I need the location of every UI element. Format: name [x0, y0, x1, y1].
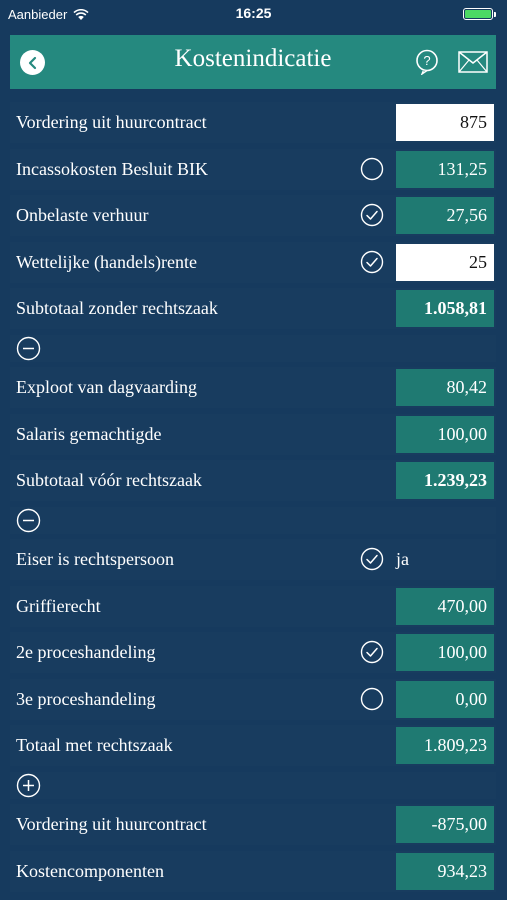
collapse-row — [10, 335, 496, 362]
row-incassokosten — [10, 149, 496, 190]
page-title: Kostenindicatie — [174, 45, 332, 72]
incassokosten-value: 131,25 — [396, 151, 494, 188]
row-griffierecht — [10, 586, 496, 627]
battery-icon — [463, 8, 493, 20]
row-label: Vordering uit huurcontract — [16, 112, 207, 132]
vordering-input[interactable]: 875 — [396, 104, 494, 141]
plus-circle-icon[interactable] — [16, 773, 41, 798]
subtotaal-voor-value: 1.239,23 — [396, 462, 494, 499]
row-vordering-huurcontract — [10, 102, 496, 143]
minus-circle-icon[interactable] — [16, 508, 41, 533]
row-label: Kostencomponenten — [16, 860, 164, 881]
vordering-neg-value: -875,00 — [396, 806, 494, 843]
row-wettelijke-rente — [10, 242, 496, 283]
proceshandeling-2-value: 100,00 — [396, 634, 494, 671]
radio-unchecked-icon[interactable] — [360, 157, 384, 181]
check-circle-icon[interactable] — [360, 547, 384, 571]
minus-circle-icon[interactable] — [16, 336, 41, 361]
help-icon[interactable] — [414, 49, 440, 75]
row-3e-proceshandeling — [10, 679, 496, 720]
row-label: Onbelaste verhuur — [16, 205, 149, 225]
row-label: 2e proceshandeling — [16, 642, 156, 662]
status-time: 16:25 — [235, 5, 272, 21]
status-bar — [0, 0, 507, 28]
check-circle-icon[interactable] — [360, 640, 384, 664]
onbelaste-verhuur-value: 27,56 — [396, 197, 494, 234]
row-label: Subtotaal zonder rechtszaak — [16, 298, 218, 318]
salaris-value: 100,00 — [396, 416, 494, 453]
row-label: Eiser is rechtspersoon — [16, 549, 174, 569]
row-vordering-huurcontract-neg — [10, 804, 496, 845]
row-2e-proceshandeling — [10, 632, 496, 673]
check-circle-icon[interactable] — [360, 250, 384, 274]
expand-row — [10, 772, 496, 799]
row-subtotaal-voor-rechtszaak — [10, 460, 496, 501]
row-label: 3e proceshandeling — [16, 688, 156, 709]
cost-list — [10, 102, 496, 897]
row-label: Subtotaal vóór rechtszaak — [16, 470, 202, 490]
radio-unchecked-icon[interactable] — [360, 687, 384, 711]
mail-icon[interactable] — [458, 51, 488, 73]
subtotaal-zonder-value: 1.058,81 — [396, 290, 494, 327]
row-exploot-dagvaarding — [10, 367, 496, 408]
row-label: Exploot van dagvaarding — [16, 377, 197, 397]
row-label: Incassokosten Besluit BIK — [16, 158, 208, 179]
exploot-value: 80,42 — [396, 369, 494, 406]
row-label: Totaal met rechtszaak — [16, 735, 173, 755]
row-label: Wettelijke (handels)rente — [16, 251, 197, 272]
svg-text:?: ? — [423, 53, 431, 68]
row-totaal-met-rechtszaak — [10, 725, 496, 766]
griffierecht-value: 470,00 — [396, 588, 494, 625]
rente-input[interactable]: 25 — [396, 244, 494, 281]
eiser-value: ja — [396, 549, 409, 569]
row-label: Vordering uit huurcontract — [16, 814, 207, 834]
totaal-value: 1.809,23 — [396, 727, 494, 764]
carrier-label: Aanbieder — [8, 7, 68, 22]
check-circle-icon[interactable] — [360, 203, 384, 227]
row-label: Griffierecht — [16, 595, 101, 616]
collapse-row — [10, 507, 496, 534]
row-subtotaal-zonder-rechtszaak — [10, 288, 496, 329]
row-kostencomponenten — [10, 851, 496, 892]
row-salaris-gemachtigde — [10, 414, 496, 455]
row-onbelaste-verhuur — [10, 195, 496, 236]
kostencomponenten-value: 934,23 — [396, 853, 494, 890]
row-label: Salaris gemachtigde — [16, 423, 162, 444]
proceshandeling-3-value: 0,00 — [396, 681, 494, 718]
row-eiser-rechtspersoon — [10, 539, 496, 580]
navigation-bar — [10, 35, 496, 89]
